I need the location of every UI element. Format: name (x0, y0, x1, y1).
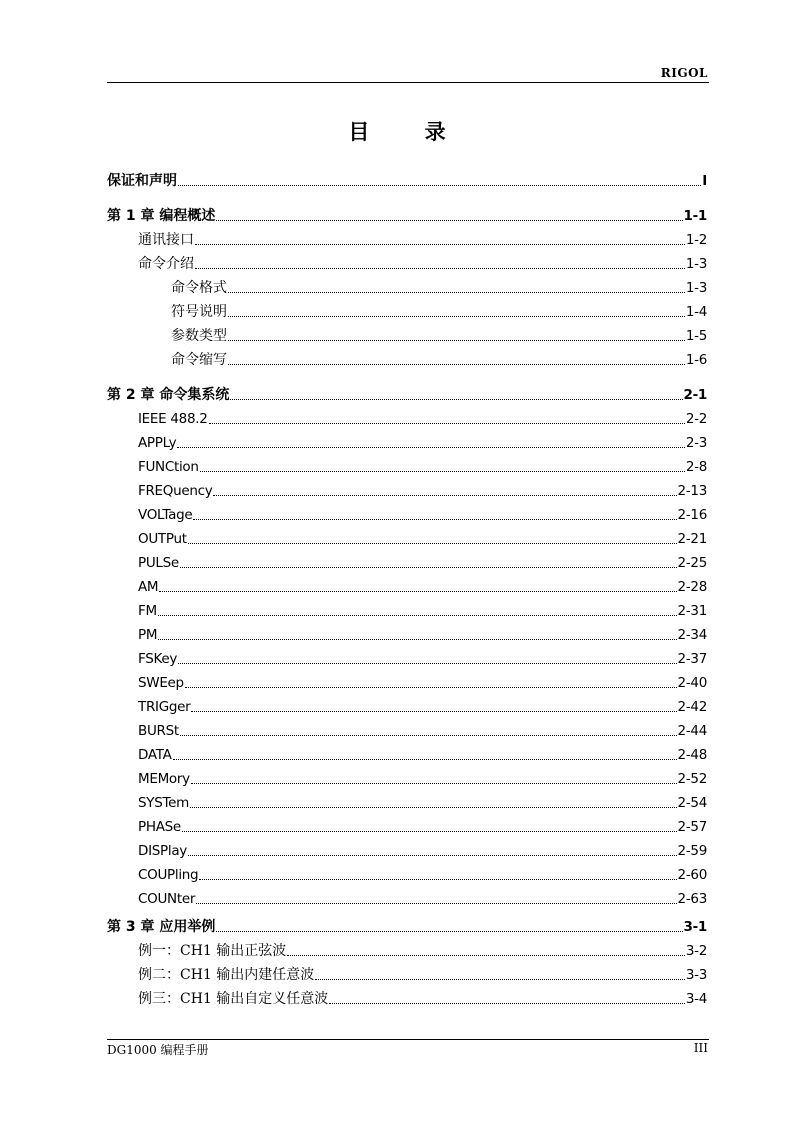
toc-page-number: I (702, 173, 707, 189)
toc-chapter-entry[interactable] (107, 916, 707, 936)
toc-dot-leader (329, 1003, 685, 1004)
toc-section-entry[interactable] (138, 888, 707, 908)
toc-dot-leader (228, 316, 685, 317)
toc-section-entry[interactable] (138, 840, 707, 860)
toc-dot-leader (191, 783, 677, 784)
toc-entry-label: VOLTage (138, 507, 193, 523)
toc-entry-label: APPLy (138, 435, 177, 451)
toc-page-number: 2-44 (677, 723, 707, 739)
footer-manual-name: DG1000 编程手册 (107, 1043, 209, 1057)
toc-page-number: 2-8 (685, 459, 707, 475)
toc-entry-label: FREQuency (138, 483, 213, 499)
toc-entry-label: IEEE 488.2 (138, 411, 208, 427)
toc-section-entry[interactable] (138, 864, 707, 884)
toc-page-number: 2-48 (677, 747, 707, 763)
toc-section-entry[interactable] (138, 456, 707, 476)
toc-entry-label: 第 1 章 编程概述 (107, 208, 216, 224)
toc-page-number: 1-3 (685, 256, 707, 272)
toc-dot-leader (158, 615, 677, 616)
toc-section-entry[interactable] (138, 624, 707, 644)
toc-section-entry[interactable] (138, 672, 707, 692)
toc-entry-label: 保证和声明 (107, 173, 177, 189)
toc-dot-leader (180, 735, 677, 736)
toc-entry-label: PULSe (138, 555, 179, 571)
toc-page-number: 2-54 (677, 795, 707, 811)
toc-page-number: 2-13 (677, 483, 707, 499)
toc-entry-label: 通讯接口 (138, 232, 194, 248)
toc-dot-leader (199, 879, 676, 880)
toc-page-number: 2-57 (677, 819, 707, 835)
toc-section-entry[interactable] (138, 253, 707, 273)
toc-entry-label: MEMory (138, 771, 190, 787)
toc-entry-label: SYSTem (138, 795, 189, 811)
toc-entry-label: 第 3 章 应用举例 (107, 919, 216, 935)
toc-page-number: 1-1 (683, 208, 707, 224)
toc-page-number: 2-16 (677, 507, 707, 523)
toc-section-entry[interactable] (138, 988, 707, 1008)
toc-entry-label: FUNCtion (138, 459, 199, 475)
toc-entry-label: TRIGger (138, 699, 191, 715)
toc-page-number: 3-3 (685, 967, 707, 983)
toc-entry-label: DISPlay (138, 843, 187, 859)
toc-dot-leader (216, 931, 682, 932)
toc-page-number: 1-6 (685, 352, 707, 368)
toc-dot-leader (200, 471, 685, 472)
toc-entry-label: 例一：CH1 输出正弦波 (138, 943, 287, 959)
toc-page-number: 2-63 (677, 891, 707, 907)
toc-dot-leader (180, 567, 677, 568)
toc-section-entry[interactable] (138, 792, 707, 812)
toc-section-entry[interactable] (138, 816, 707, 836)
toc-section-entry[interactable] (138, 696, 707, 716)
toc-entry-label: PHASe (138, 819, 181, 835)
toc-dot-leader (190, 807, 677, 808)
table-of-contents (107, 0, 707, 1122)
toc-page-number: 2-59 (677, 843, 707, 859)
toc-dot-leader (228, 292, 685, 293)
page-title: 目 录 (348, 120, 470, 144)
toc-subsection-entry[interactable] (171, 301, 707, 321)
toc-page-number: 2-3 (685, 435, 707, 451)
toc-dot-leader (209, 423, 685, 424)
toc-chapter-entry[interactable] (107, 384, 707, 404)
toc-dot-leader (178, 663, 676, 664)
toc-page-number: 1-3 (685, 280, 707, 296)
toc-dot-leader (182, 831, 677, 832)
footer-rule (107, 1039, 709, 1040)
toc-page-number: 1-5 (685, 328, 707, 344)
toc-page-number: 3-1 (683, 919, 707, 935)
toc-page-number: 2-40 (677, 675, 707, 691)
toc-entry-label: PM (138, 627, 158, 643)
toc-section-entry[interactable] (138, 576, 707, 596)
toc-page-number: 3-4 (685, 991, 707, 1007)
toc-entry-label: FM (138, 603, 157, 619)
toc-entry-label: 命令缩写 (171, 352, 227, 368)
toc-page-number: 2-25 (677, 555, 707, 571)
toc-dot-leader (213, 495, 676, 496)
toc-subsection-entry[interactable] (171, 325, 707, 345)
toc-entry-label: OUTPut (138, 531, 187, 547)
toc-dot-leader (287, 955, 685, 956)
toc-section-entry[interactable] (138, 768, 707, 788)
toc-chapter-entry[interactable] (107, 205, 707, 225)
toc-dot-leader (188, 543, 677, 544)
toc-section-entry[interactable] (138, 720, 707, 740)
toc-section-entry[interactable] (138, 940, 707, 960)
toc-dot-leader (196, 903, 676, 904)
toc-page-number: 2-52 (677, 771, 707, 787)
toc-page-number: 1-2 (685, 232, 707, 248)
toc-dot-leader (188, 855, 677, 856)
toc-dot-leader (159, 591, 676, 592)
toc-subsection-entry[interactable] (171, 277, 707, 297)
toc-section-entry[interactable] (138, 964, 707, 984)
toc-entry-label: 命令格式 (171, 280, 227, 296)
toc-page-number: 2-1 (683, 387, 707, 403)
toc-page-number: 2-31 (677, 603, 707, 619)
toc-chapter-entry[interactable] (107, 170, 707, 190)
toc-dot-leader (315, 979, 685, 980)
toc-dot-leader (228, 364, 685, 365)
toc-section-entry[interactable] (138, 552, 707, 572)
toc-dot-leader (228, 340, 685, 341)
footer-page-number: III (693, 1041, 708, 1055)
toc-entry-label: DATA (138, 747, 172, 763)
toc-entry-label: 命令介绍 (138, 256, 194, 272)
toc-entry-label: AM (138, 579, 159, 595)
toc-page-number: 2-42 (677, 699, 707, 715)
toc-dot-leader (193, 519, 676, 520)
toc-entry-label: 参数类型 (171, 328, 227, 344)
toc-page-number: 2-28 (677, 579, 707, 595)
toc-entry-label: BURSt (138, 723, 179, 739)
toc-dot-leader (178, 185, 701, 186)
toc-dot-leader (191, 711, 676, 712)
toc-entry-label: COUNter (138, 891, 196, 907)
toc-section-entry[interactable] (138, 744, 707, 764)
toc-page-number: 2-37 (677, 651, 707, 667)
toc-section-entry[interactable] (138, 600, 707, 620)
toc-dot-leader (185, 687, 677, 688)
toc-page-number: 2-21 (677, 531, 707, 547)
toc-dot-leader (195, 244, 685, 245)
toc-section-entry[interactable] (138, 480, 707, 500)
toc-dot-leader (216, 220, 682, 221)
toc-dot-leader (195, 268, 685, 269)
toc-subsection-entry[interactable] (171, 349, 707, 369)
toc-entry-label: 例三：CH1 输出自定义任意波 (138, 991, 329, 1007)
toc-dot-leader (173, 759, 677, 760)
toc-entry-label: SWEep (138, 675, 184, 691)
toc-dot-leader (230, 399, 682, 400)
toc-section-entry[interactable] (138, 432, 707, 452)
toc-page-number: 1-4 (685, 304, 707, 320)
toc-dot-leader (158, 639, 676, 640)
toc-page-number: 3-2 (685, 943, 707, 959)
toc-section-entry[interactable] (138, 528, 707, 548)
toc-dot-leader (177, 447, 685, 448)
toc-section-entry[interactable] (138, 408, 707, 428)
toc-entry-label: 例二：CH1 输出内建任意波 (138, 967, 315, 983)
toc-page-number: 2-34 (677, 627, 707, 643)
toc-section-entry[interactable] (138, 229, 707, 249)
toc-entry-label: 第 2 章 命令集系统 (107, 387, 230, 403)
brand-logo-text: RIGOL (660, 66, 708, 80)
toc-page-number: 2-2 (685, 411, 707, 427)
toc-section-entry[interactable] (138, 504, 707, 524)
toc-entry-label: 符号说明 (171, 304, 227, 320)
toc-entry-label: FSKey (138, 651, 178, 667)
toc-page-number: 2-60 (677, 867, 707, 883)
toc-entry-label: COUPling (138, 867, 199, 883)
toc-section-entry[interactable] (138, 648, 707, 668)
